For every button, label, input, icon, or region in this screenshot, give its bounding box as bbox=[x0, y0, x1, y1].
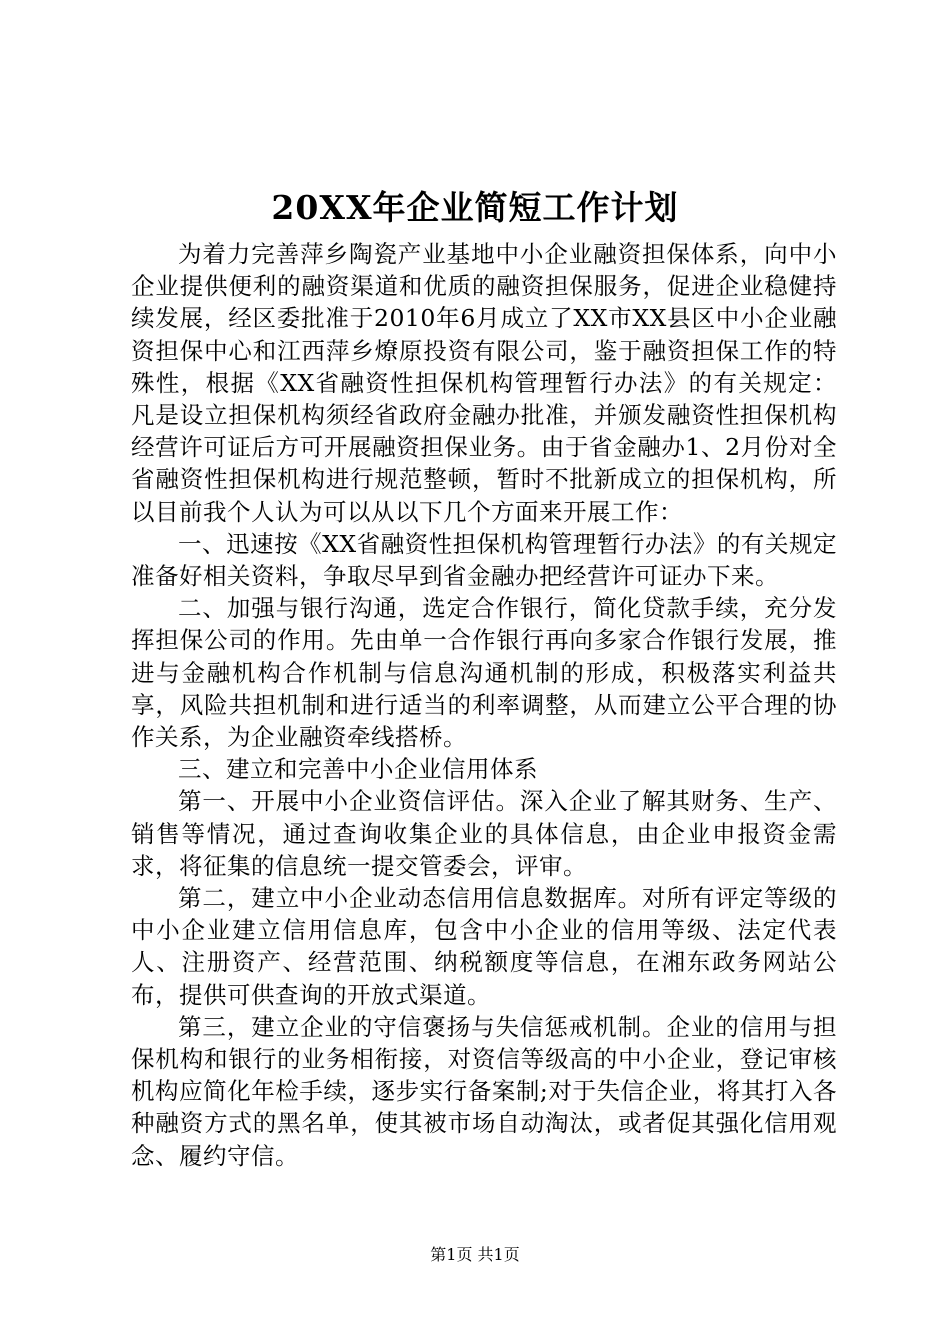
page-footer: 第1页 共1页 bbox=[430, 1245, 520, 1264]
paragraph-item-2: 二、加强与银行沟通，选定合作银行，简化贷款手续，充分发挥担保公司的作用。先由单一合作银行再向多家合作银行发展，推进与金融机构合作机制与信息沟通机制的形成，积极落实利益共享，风险共担机制和进行适当的利率调整，从而建立公平合理的协作关系，为企业融资牵线搭桥。 bbox=[131, 594, 837, 752]
paragraph-sub-3: 第三，建立企业的守信褒扬与失信惩戒机制。企业的信用与担保机构和银行的业务相衔接，对资信等级高的中小企业，登记审核机构应简化年检手续，逐步实行备案制;对于失信企业，将其打入各种融资方式的黑名单，使其被市场自动淘汰，或者促其强化信用观念、履约守信。 bbox=[131, 1012, 837, 1170]
document-body bbox=[131, 238, 837, 1172]
document-title: 20XX年企业简短工作计划 bbox=[271, 188, 679, 227]
paragraph-sub-2: 第二，建立中小企业动态信用信息数据库。对所有评定等级的中小企业建立信用信息库，包含中小企业的信用等级、法定代表人、注册资产、经营范围、纳税额度等信息，在湘东政务网站公布，提供可供查询的开放式渠道。 bbox=[131, 884, 837, 1009]
paragraph-item-1: 一、迅速按《XX省融资性担保机构管理暂行办法》的有关规定准备好相关资料，争取尽早到省金融办把经营许可证办下来。 bbox=[131, 529, 837, 591]
paragraph-intro: 为着力完善萍乡陶瓷产业基地中小企业融资担保体系，向中小企业提供便利的融资渠道和优质的融资担保服务，促进企业稳健持续发展，经区委批准于2010年6月成立了XX市XX县区中小企业融资担保中心和江西萍乡燎原投资有限公司，鉴于融资担保工作的特殊性，根据《XX省融资性担保机构管理暂行办法》的有关规定：凡是设立担保机构须经省政府金融办批准，并颁发融资性担保机构经营许可证后方可开展融资担保业务。由于省金融办1、2月份对全省融资性担保机构进行规范整顿，暂时不批新成立的担保机构，所以目前我个人认为可以从以下几个方面来开展工作： bbox=[131, 240, 837, 526]
paragraph-sub-1: 第一、开展中小企业资信评估。深入企业了解其财务、生产、销售等情况，通过查询收集企业的具体信息，由企业申报资金需求，将征集的信息统一提交管委会，评审。 bbox=[131, 787, 837, 880]
paragraph-item-3-heading: 三、建立和完善中小企业信用体系 bbox=[178, 755, 538, 784]
